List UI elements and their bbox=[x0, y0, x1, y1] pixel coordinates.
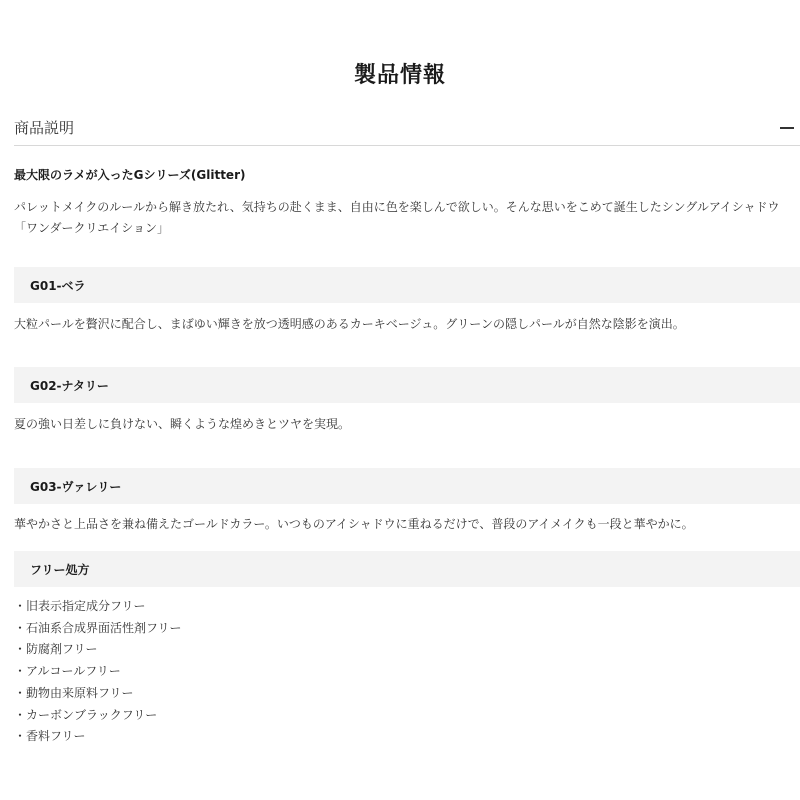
shade-label: G02-ナタリー bbox=[30, 379, 109, 393]
list-item: ・動物由来原料フリー bbox=[14, 685, 134, 700]
shade-description: 華やかさと上品さを兼ね備えたゴールドカラー。いつものアイシャドウに重ねるだけで、普段のアイメイクも一段と華やかに。 bbox=[14, 517, 694, 531]
intro-text-line: 「ワンダークリエイション」 bbox=[14, 221, 170, 235]
free-formula-heading-bar bbox=[14, 551, 800, 587]
shade-heading-bar bbox=[14, 267, 800, 303]
list-item: ・石油系合成界面活性剤フリー bbox=[14, 620, 182, 635]
intro-text-line: パレットメイクのルールから解き放たれ、気持ちの赴くまま、自由に色を楽しんで欲しい。そんな思いをこめて誕生したシングルアイシャドウ bbox=[14, 200, 780, 214]
product-description-accordion[interactable] bbox=[14, 110, 800, 146]
free-formula-label: フリー処方 bbox=[30, 563, 90, 577]
intro-text bbox=[14, 197, 794, 239]
list-item: ・香料フリー bbox=[14, 729, 86, 744]
list-item: ・カーボンブラックフリー bbox=[14, 707, 158, 722]
shade-label: G01-ベラ bbox=[30, 279, 86, 293]
list-item: ・アルコールフリー bbox=[14, 664, 121, 679]
shade-description: 夏の強い日差しに負けない、瞬くような煌めきとツヤを実現。 bbox=[14, 417, 351, 431]
free-formula-list bbox=[14, 596, 182, 748]
collapse-minus-icon[interactable] bbox=[780, 127, 794, 129]
shade-label: G03-ヴァレリー bbox=[30, 480, 122, 494]
shade-description: 大粒パールを贅沢に配合し、まばゆい輝きを放つ透明感のあるカーキベージュ。グリーンの隠しパールが自然な陰影を演出。 bbox=[14, 317, 685, 331]
accordion-title: 商品説明 bbox=[14, 119, 75, 137]
list-item: ・旧表示指定成分フリー bbox=[14, 599, 146, 613]
page-title: 製品情報 bbox=[353, 63, 446, 88]
list-item: ・防腐剤フリー bbox=[14, 642, 98, 657]
intro-heading: 最大限のラメが入ったGシリーズ(Glitter) bbox=[14, 168, 246, 182]
shade-heading-bar bbox=[14, 367, 800, 403]
shade-heading-bar bbox=[14, 468, 800, 504]
